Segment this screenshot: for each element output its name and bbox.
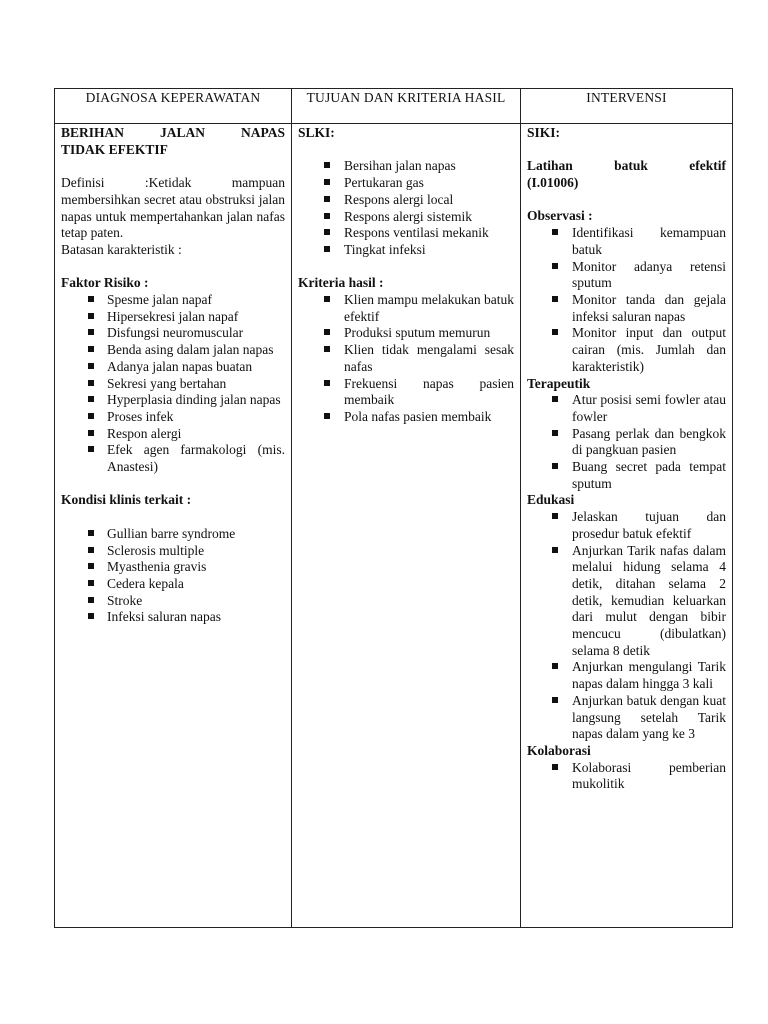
bullet-icon [88,313,94,319]
bullet-icon [324,196,330,202]
bullet-icon [324,179,330,185]
header-row [55,89,733,124]
observasi-list [527,225,726,375]
list-item: Proses infek [61,409,285,426]
list-item: Gullian barre syndrome [61,526,285,543]
list-item: Sekresi yang bertahan [61,376,285,393]
list-item: Respons ventilasi mekanik [298,225,514,242]
batasan-label: Batasan karakteristik : [61,241,182,257]
bullet-icon [88,413,94,419]
list-item: Efek agen farmakologi (mis. Anastesi) [61,442,285,475]
bullet-icon [88,597,94,603]
diagnosa-title-line2: TIDAK EFEKTIF [61,141,168,157]
bullet-icon [552,697,558,703]
latihan-batuk-line1: Latihan batuk efektif [527,158,726,174]
list-item: Infeksi saluran napas [61,609,285,626]
bullet-icon [552,430,558,436]
slki-heading: SLKI: [298,125,335,140]
kondisi-klinis-heading: Kondisi klinis terkait : [61,492,192,508]
kolaborasi-list [527,760,726,793]
slki-list [298,158,514,258]
bullet-icon [324,329,330,335]
list-item: Pasang perlak dan bengkok di pangkuan pasien [527,426,726,459]
bullet-icon [324,229,330,235]
list-item: Kolaborasi pemberian mukolitik [527,760,726,793]
tujuan-cell [292,124,521,928]
list-item: Disfungsi neuromuscular [61,325,285,342]
list-item: Stroke [61,593,285,610]
content-row [55,124,733,928]
diagnosa-cell [55,124,292,928]
list-item: Myasthenia gravis [61,559,285,576]
bullet-icon [324,346,330,352]
list-item: Monitor input dan output cairan (mis. Jumlah dan karakteristik) [527,325,726,375]
list-item: Klien mampu melakukan batuk efektif [298,292,514,325]
bullet-icon [88,396,94,402]
bullet-icon [324,213,330,219]
faktor-risiko-list [61,292,285,476]
terapeutik-list [527,392,726,492]
bullet-icon [88,446,94,452]
list-item: Identifikasi kemampuan batuk [527,225,726,258]
list-item: Hyperplasia dinding jalan napas [61,392,285,409]
list-item: Respon alergi [61,426,285,443]
bullet-icon [324,162,330,168]
bullet-icon [88,430,94,436]
list-item: Produksi sputum memurun [298,325,514,342]
bullet-icon [88,380,94,386]
bullet-icon [552,329,558,335]
bullet-icon [552,513,558,519]
list-item: Anjurkan batuk dengan kuat langsung setelah Tarik napas dalam yang ke 3 [527,693,726,743]
list-item: Klien tidak mengalami sesak nafas [298,342,514,375]
list-item: Pola nafas pasien membaik [298,409,514,426]
list-item: Tingkat infeksi [298,242,514,259]
bullet-icon [324,413,330,419]
bullet-icon [88,296,94,302]
list-item: Adanya jalan napas buatan [61,359,285,376]
list-item: Bersihan jalan napas [298,158,514,175]
bullet-icon [552,263,558,269]
bullet-icon [552,296,558,302]
kondisi-klinis-list [61,526,285,626]
bullet-icon [324,380,330,386]
list-item: Atur posisi semi fowler atau fowler [527,392,726,425]
bullet-icon [88,547,94,553]
diagnosa-title-line1: BERIHAN JALAN NAPAS [61,125,285,140]
list-item: Frekuensi napas pasien membaik [298,376,514,409]
observasi-heading: Observasi : [527,208,593,224]
bullet-icon [88,346,94,352]
bullet-icon [552,663,558,669]
list-item: Sclerosis multiple [61,543,285,560]
list-item: Pertukaran gas [298,175,514,192]
bullet-icon [552,396,558,402]
bullet-icon [88,580,94,586]
nursing-care-table [54,88,733,928]
header-intervensi: INTERVENSI [521,89,733,124]
header-tujuan: TUJUAN DAN KRITERIA HASIL [292,89,521,124]
list-item: Cedera kepala [61,576,285,593]
edukasi-heading: Edukasi [527,492,575,508]
bullet-icon [552,229,558,235]
bullet-icon [88,613,94,619]
bullet-icon [552,547,558,553]
intervensi-cell [521,124,733,928]
bullet-icon [88,329,94,335]
kriteria-hasil-heading: Kriteria hasil : [298,275,384,291]
bullet-icon [88,563,94,569]
list-item: Spesme jalan napaf [61,292,285,309]
latihan-batuk-line2: (I.01006) [527,175,579,191]
list-item: Respons alergi sistemik [298,209,514,226]
list-item: Monitor tanda dan gejala infeksi saluran napas [527,292,726,325]
terapeutik-heading: Terapeutik [527,375,591,391]
list-item: Respons alergi local [298,192,514,209]
edukasi-list [527,509,726,743]
bullet-icon [324,296,330,302]
bullet-icon [88,363,94,369]
bullet-icon [324,246,330,252]
bullet-icon [552,463,558,469]
kolaborasi-heading: Kolaborasi [527,742,591,758]
header-diagnosa: DIAGNOSA KEPERAWATAN [55,89,292,124]
list-item: Monitor adanya retensi sputum [527,259,726,292]
list-item: Anjurkan Tarik nafas dalam melalui hidung selama 4 detik, ditahan selama 2 detik, kemudian keluarkan dari mulut dengan bibir mencucu (dibulatkan) selama 8 detik [527,543,726,660]
faktor-risiko-heading: Faktor Risiko : [61,275,149,291]
list-item: Benda asing dalam jalan napas [61,342,285,359]
bullet-icon [552,764,558,770]
list-item: Hipersekresi jalan napaf [61,309,285,326]
kriteria-hasil-list [298,292,514,426]
siki-heading: SIKI: [527,125,561,140]
list-item: Anjurkan mengulangi Tarik napas dalam hingga 3 kali [527,659,726,692]
bullet-icon [88,530,94,536]
list-item: Jelaskan tujuan dan prosedur batuk efektif [527,509,726,542]
definisi-text: Definisi :Ketidak mampuan membersihkan secret atau obstruksi jalan napas untuk mempertahankan jalan nafas tetap paten. [61,175,285,241]
list-item: Buang secret pada tempat sputum [527,459,726,492]
